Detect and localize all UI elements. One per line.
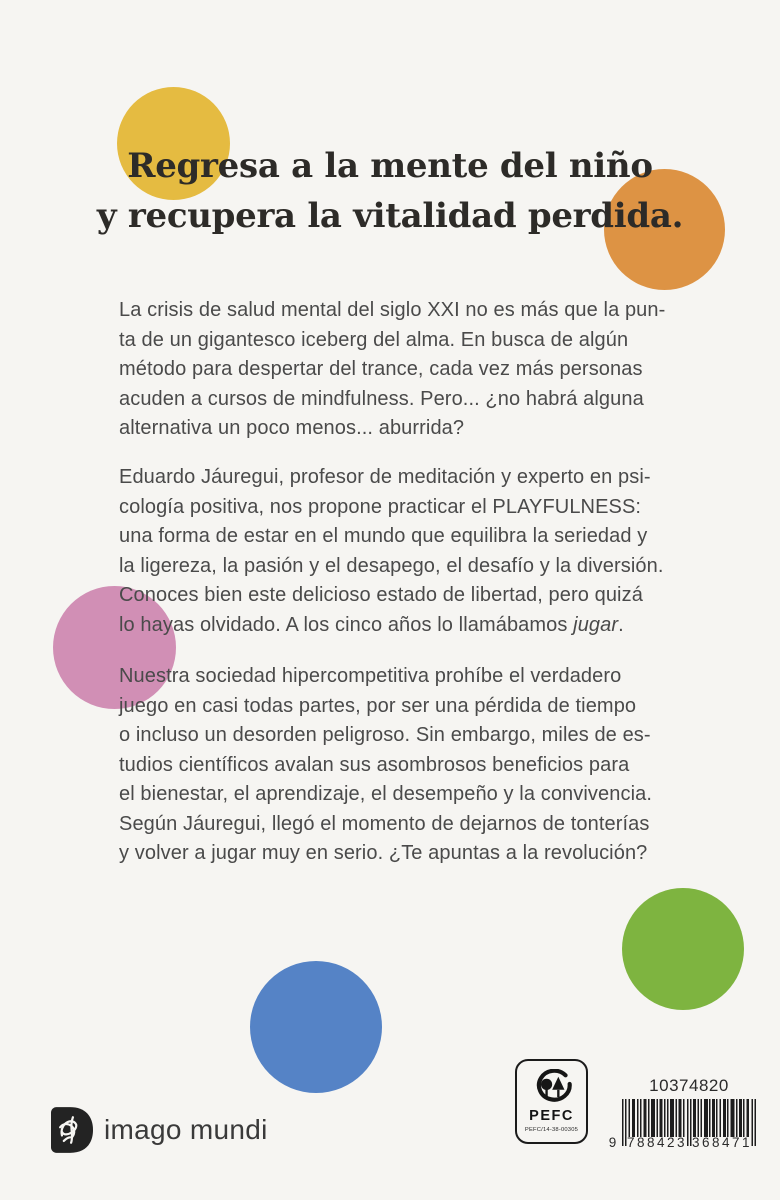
barcode-digits-row (606, 1135, 764, 1151)
barcode-block (606, 1076, 764, 1162)
tagline-line-1: Regresa a la mente del niño (127, 146, 653, 186)
barcode-digit-group-1: 788423 (627, 1135, 688, 1150)
body-paragraph-2: Eduardo Jáuregui, profesor de meditación y experto en psi- cología positiva, nos propone practicar el PLAYFULNESS: una forma de estar en el mundo que equilibra la seriedad y la ligereza, la pasión y el desapego, el desafío y la diversión. Conoces bien este delicioso estado de libertad, pero quizá lo hayas olvidado. A los cinco años lo llamábamos jugar. (119, 466, 664, 636)
pefc-code: PEFC/14-38-00305 (524, 1127, 579, 1133)
body-paragraph-1: La crisis de salud mental del siglo XXI no es más que la pun- ta de un gigantesco iceberg del alma. En busca de algún método para despertar del trance, cada vez más personas acuden a cursos de mindfulness. Pero... ¿no habrá alguna alternativa un poco menos... aburrida? (119, 299, 666, 439)
destino-d-scribble-icon (51, 1107, 93, 1153)
publisher-logo-block (51, 1107, 268, 1153)
barcode-top-number: 10374820 (649, 1076, 729, 1095)
barcode-digit-prefix: 9 (608, 1135, 617, 1150)
cover-tagline (0, 141, 780, 241)
body-paragraph-3: Nuestra sociedad hipercompetitiva prohíbe el verdadero juego en casi todas partes, por ser una pérdida de tiempo o incluso un desorden peligroso. Sin embargo, miles de es- tudios científicos avalan sus asombrosos beneficios para el bienestar, el aprendizaje, el desempeño y la convivencia. Según Jáuregui, llegó el momento de dejarnos de tonterías y volver a jugar muy en serio. ¿Te apuntas a la revolución? (119, 665, 652, 864)
barcode-digit-group-2: 368471 (692, 1135, 753, 1150)
pefc-trees-icon (528, 1069, 576, 1107)
publisher-name: imago mundi (104, 1114, 268, 1145)
tagline-line-2: y recupera la vitalidad perdida. (96, 196, 684, 236)
pefc-badge (515, 1059, 588, 1144)
pefc-label: PEFC (529, 1108, 574, 1124)
